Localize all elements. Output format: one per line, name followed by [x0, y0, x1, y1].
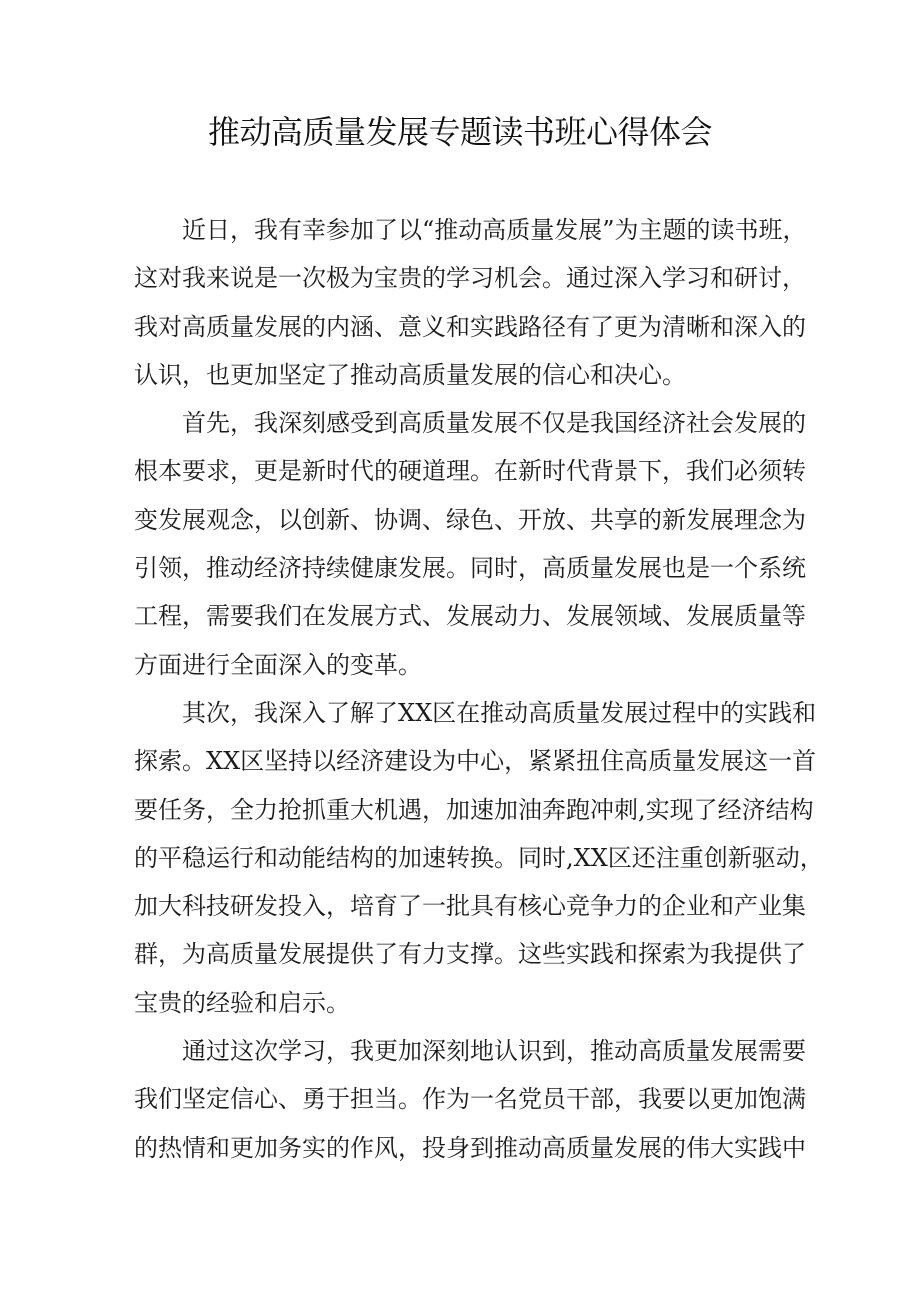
paragraph-line: 根本要求，更是新时代的硬道理。在新时代背景下，我们必须转: [134, 457, 806, 486]
paragraph-line: 通过这次学习，我更加深刻地认识到，推动高质量发展需要: [182, 1037, 806, 1066]
document-body: [134, 206, 824, 1172]
paragraph-line: 首先，我深刻感受到高质量发展不仅是我国经济社会发展的: [182, 409, 806, 438]
paragraph-line: 我们坚定信心、勇于担当。作为一名党员干部，我要以更加饱满: [134, 1085, 806, 1114]
paragraph-line: 其次，我深入了解了XX区在推动高质量发展过程中的实践和: [182, 698, 817, 727]
paragraph-line: 引领，推动经济持续健康发展。同时，高质量发展也是一个系统: [134, 554, 806, 583]
paragraph-1: [134, 206, 807, 399]
paragraph-line: 的平稳运行和动能结构的加速转换。同时,XX区还注重创新驱动，: [134, 843, 824, 872]
paragraph-line: 近日，我有幸参加了以“推动高质量发展”为主题的读书班，: [182, 216, 807, 244]
paragraph-4: [134, 1027, 806, 1172]
paragraph-3: [134, 689, 824, 1027]
paragraph-line: 的热情和更加务实的作风，投身到推动高质量发展的伟大实践中: [134, 1133, 806, 1162]
paragraph-line: 我对高质量发展的内涵、意义和实践路径有了更为清晰和深入的: [134, 312, 806, 341]
paragraph-line: 宝贵的经验和启示。: [134, 988, 350, 1017]
paragraph-line: 这对我来说是一次极为宝贵的学习机会。通过深入学习和研讨，: [134, 264, 806, 293]
paragraph-line: 变发展观念，以创新、协调、绿色、开放、共享的新发展理念为: [134, 505, 806, 534]
paragraph-line: 要任务，全力抢抓重大机遇，加速加油奔跑冲刺,实现了经济结构: [134, 795, 814, 824]
paragraph-line: 工程，需要我们在发展方式、发展动力、发展领域、发展质量等: [134, 602, 806, 631]
document-title: 推动高质量发展专题读书班心得体会: [207, 113, 712, 151]
paragraph-line: 群，为高质量发展提供了有力支撑。这些实践和探索为我提供了: [134, 940, 806, 969]
paragraph-line: 加大科技研发投入，培育了一批具有核心竞争力的企业和产业集: [134, 892, 806, 921]
paragraph-line: 探索。XX区坚持以经济建设为中心，紧紧扭住高质量发展这一首: [134, 747, 817, 776]
paragraph-line: 认识，也更加坚定了推动高质量发展的信心和决心。: [134, 360, 686, 389]
paragraph-2: [134, 399, 806, 689]
paragraph-line: 方面进行全面深入的变革。: [134, 650, 422, 679]
